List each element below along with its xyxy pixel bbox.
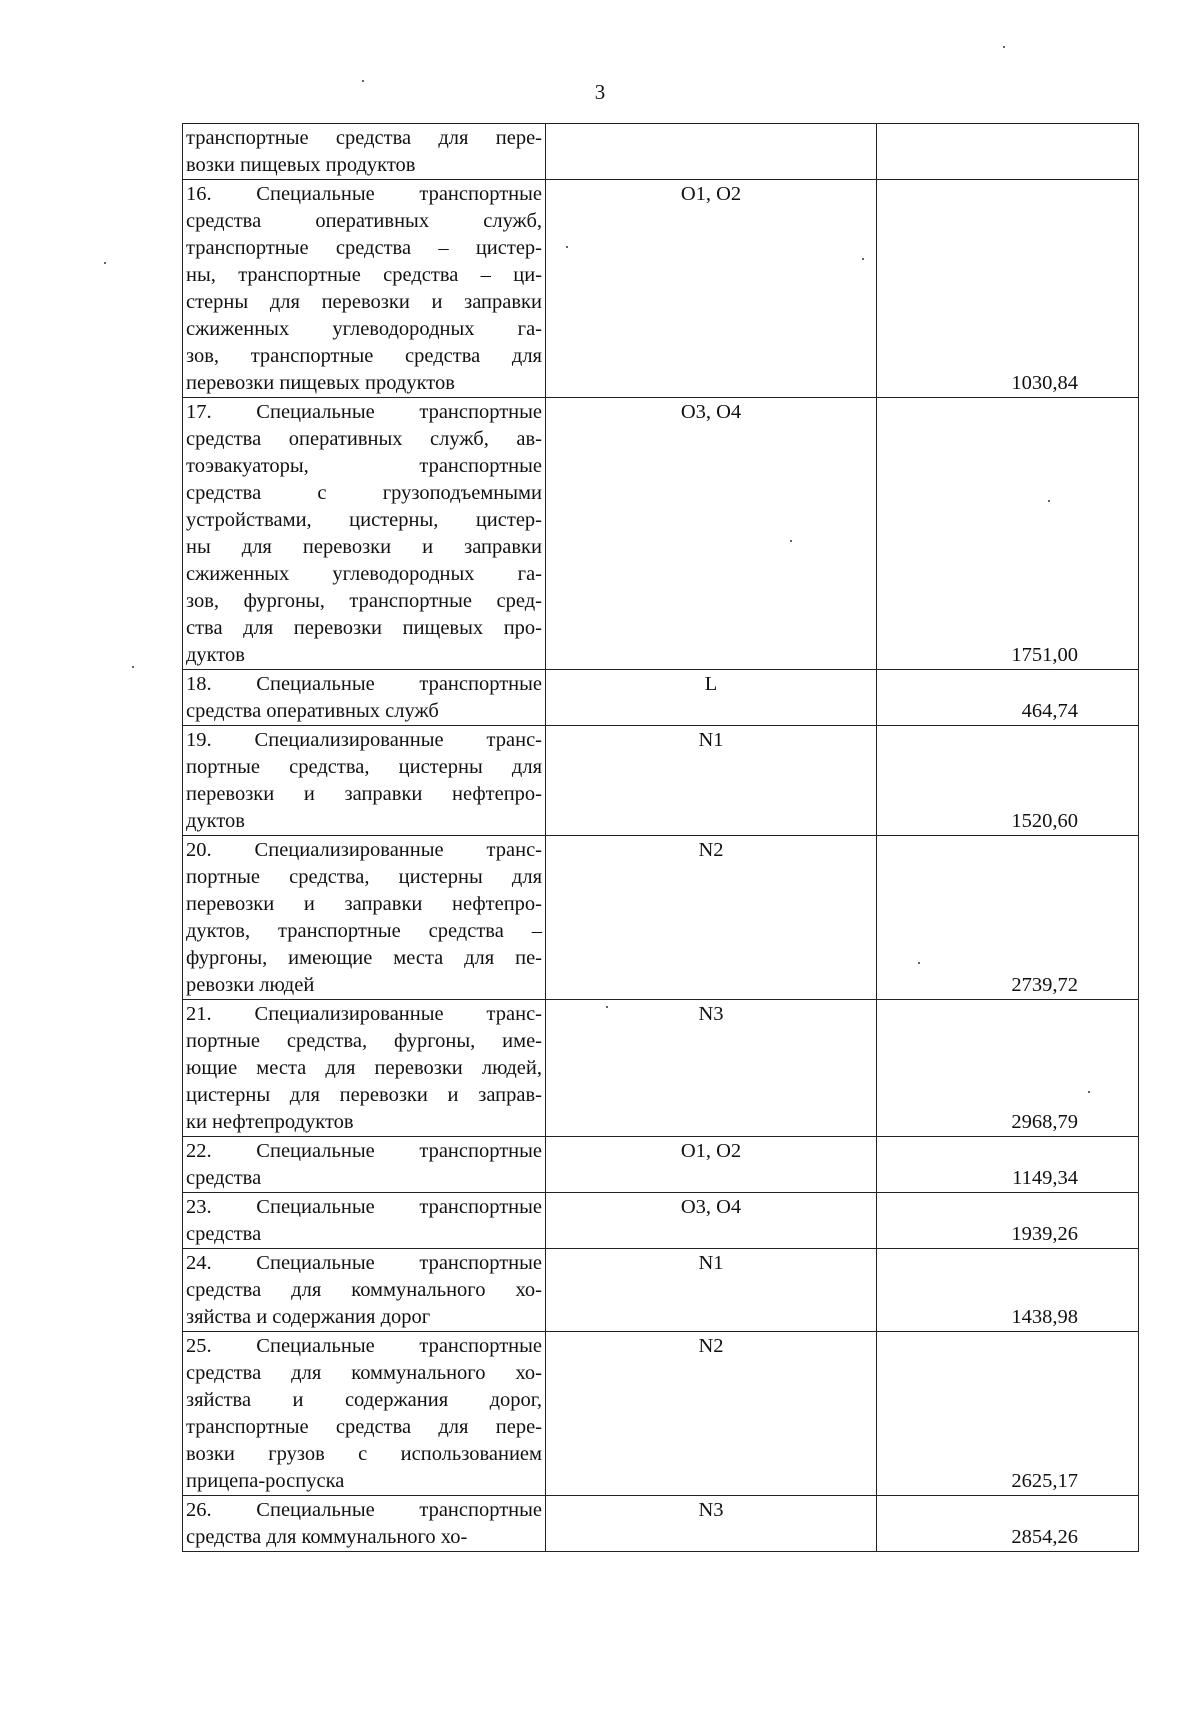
description-line: ющие места для перевозки людей, [186, 1057, 542, 1079]
description-line: 19. Специализированные транс- [186, 729, 542, 751]
description-line: ки нефтепродуктов [186, 1111, 354, 1133]
description-line: тоэвакуаторы, транспортные [186, 455, 542, 477]
description-line: средства оперативных служб, [186, 210, 542, 232]
table-row [183, 124, 1139, 180]
description-line: средства оперативных служб, ав- [186, 428, 542, 450]
table-row [183, 670, 1139, 726]
scan-speck [132, 666, 134, 668]
row-category: N3 [546, 1496, 877, 1552]
description-line: портные средства, цистерны для [186, 756, 542, 778]
description-line: средства [186, 1167, 262, 1189]
row-category: O1, O2 [546, 180, 877, 398]
description-line: средства для коммунального хо- [186, 1526, 468, 1548]
description-line: дуктов [186, 810, 245, 832]
description-line: 26. Специальные транспортные [186, 1499, 542, 1521]
description-line: дуктов [186, 644, 245, 666]
row-category: N1 [546, 726, 877, 836]
description-line: перевозки и заправки нефтепро- [186, 783, 542, 805]
row-amount: 1520,60 [877, 726, 1139, 836]
description-line: ревозки людей [186, 974, 315, 996]
row-category: N1 [546, 1249, 877, 1332]
row-amount: 2625,17 [877, 1332, 1139, 1496]
description-line: средства [186, 1223, 262, 1245]
row-category: N3 [546, 1000, 877, 1137]
row-description [183, 1193, 546, 1249]
description-line: возки грузов с использованием [186, 1443, 542, 1465]
table-row [183, 180, 1139, 398]
table-row [183, 726, 1139, 836]
description-line: устройствами, цистерны, цистер- [186, 509, 542, 531]
description-line: 20. Специализированные транс- [186, 839, 542, 861]
scan-speck [1003, 46, 1005, 48]
description-line: сжиженных углеводородных га- [186, 318, 542, 340]
row-description [183, 1332, 546, 1496]
table-row [183, 1496, 1139, 1552]
scan-speck [362, 80, 364, 82]
description-line: зов, транспортные средства для [186, 345, 542, 367]
row-amount: 464,74 [877, 670, 1139, 726]
description-line: стерны для перевозки и заправки [186, 291, 542, 313]
scan-speck [1088, 1091, 1090, 1093]
row-category: N2 [546, 836, 877, 1000]
scan-speck [1048, 500, 1050, 502]
row-category: O3, O4 [546, 398, 877, 670]
row-category: O3, O4 [546, 1193, 877, 1249]
table-row [183, 836, 1139, 1000]
description-line: 25. Специальные транспортные [186, 1335, 542, 1357]
description-line: портные средства, цистерны для [186, 866, 542, 888]
description-line: средства для коммунального хо- [186, 1362, 542, 1384]
page-number: 3 [594, 80, 606, 104]
table-row [183, 1249, 1139, 1332]
description-line: 24. Специальные транспортные [186, 1252, 542, 1274]
row-description [183, 124, 546, 180]
row-category: O1, O2 [546, 1137, 877, 1193]
description-line: средства оперативных служб [186, 700, 439, 722]
description-line: средства для коммунального хо- [186, 1279, 542, 1301]
row-description [183, 836, 546, 1000]
row-category [546, 124, 877, 180]
row-amount: 1438,98 [877, 1249, 1139, 1332]
tariff-table [182, 123, 1139, 1552]
scan-speck [862, 258, 864, 260]
description-line: 21. Специализированные транс- [186, 1003, 542, 1025]
table-row [183, 1193, 1139, 1249]
scan-speck [104, 262, 106, 264]
row-amount: 2739,72 [877, 836, 1139, 1000]
description-line: зов, фургоны, транспортные сред- [186, 590, 542, 612]
table-row [183, 1000, 1139, 1137]
row-description [183, 1249, 546, 1332]
scan-speck [790, 540, 792, 542]
row-description [183, 1496, 546, 1552]
description-line: фургоны, имеющие места для пе- [186, 947, 542, 969]
description-line: цистерны для перевозки и заправ- [186, 1084, 542, 1106]
description-line: сжиженных углеводородных га- [186, 563, 542, 585]
description-line: 17. Специальные транспортные [186, 401, 542, 423]
row-amount: 2854,26 [877, 1496, 1139, 1552]
description-line: 18. Специальные транспортные [186, 673, 542, 695]
table-row [183, 1332, 1139, 1496]
description-line: зяйства и содержания дорог [186, 1306, 431, 1328]
description-line: 22. Специальные транспортные [186, 1140, 542, 1162]
row-amount: 1939,26 [877, 1193, 1139, 1249]
description-line: транспортные средства для пере- [186, 127, 542, 149]
row-amount: 2968,79 [877, 1000, 1139, 1137]
row-description [183, 726, 546, 836]
description-line: ны, транспортные средства – ци- [186, 264, 542, 286]
row-description [183, 398, 546, 670]
scan-speck [918, 962, 920, 964]
description-line: транспортные средства – цистер- [186, 237, 542, 259]
row-description [183, 1000, 546, 1137]
row-amount: 1751,00 [877, 398, 1139, 670]
description-line: ства для перевозки пищевых про- [186, 617, 542, 639]
row-amount [877, 124, 1139, 180]
scan-speck [606, 1006, 608, 1008]
row-description [183, 670, 546, 726]
description-line: портные средства, фургоны, име- [186, 1030, 542, 1052]
description-line: прицепа-роспуска [186, 1470, 345, 1492]
table-row [183, 398, 1139, 670]
row-description [183, 180, 546, 398]
row-amount: 1149,34 [877, 1137, 1139, 1193]
description-line: зяйства и содержания дорог, [186, 1389, 542, 1411]
table-body [183, 124, 1139, 1552]
table-row [183, 1137, 1139, 1193]
description-line: 23. Специальные транспортные [186, 1196, 542, 1218]
row-category: L [546, 670, 877, 726]
row-description [183, 1137, 546, 1193]
description-line: 16. Специальные транспортные [186, 183, 542, 205]
description-line: дуктов, транспортные средства – [186, 920, 542, 942]
description-line: перевозки пищевых продуктов [186, 372, 455, 394]
row-category: N2 [546, 1332, 877, 1496]
description-line: средства с грузоподъемными [186, 482, 542, 504]
scan-speck [566, 246, 568, 248]
description-line: возки пищевых продуктов [186, 154, 416, 176]
description-line: ны для перевозки и заправки [186, 536, 542, 558]
row-amount: 1030,84 [877, 180, 1139, 398]
description-line: транспортные средства для пере- [186, 1416, 542, 1438]
description-line: перевозки и заправки нефтепро- [186, 893, 542, 915]
